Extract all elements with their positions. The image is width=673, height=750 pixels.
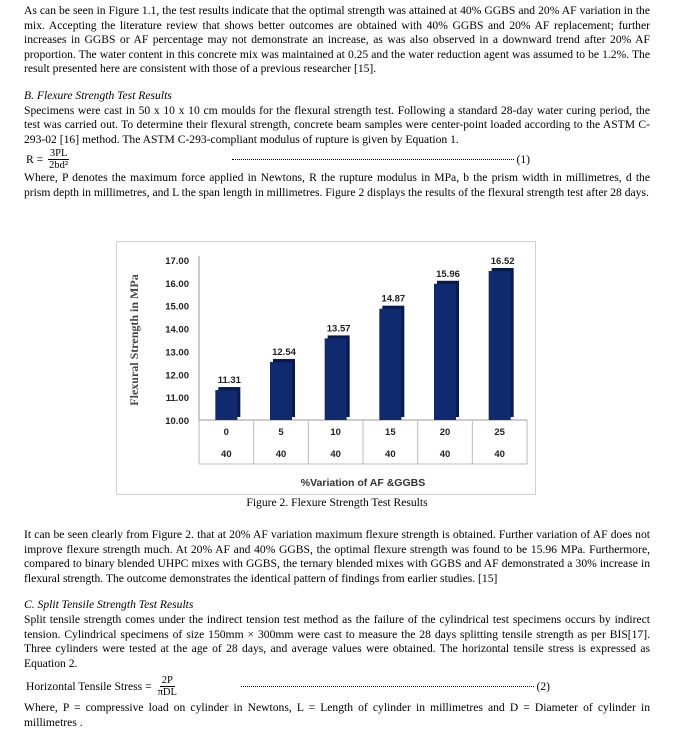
equation-1-number: (1) — [516, 152, 530, 166]
equation-2-lhs: Horizontal Tensile Stress = — [26, 679, 152, 693]
x-tick-label: 25 — [494, 427, 505, 438]
equation-1-denominator: 2bd² — [49, 159, 69, 171]
x-tick-label-row2: 40 — [439, 449, 451, 460]
paper-page — [24, 4, 650, 201]
y-tick-label: 13.00 — [165, 347, 189, 359]
equation-1-fraction — [47, 148, 70, 171]
section-b-paragraph-2: Where, P denotes the maximum force applied in Newtons, R the rupture modulus in MPa, b the prism width in millimetres, d the prism depth in millimetres, and L the span length in millimetres. Figure 2 displays the results of the flexural strength test after 28 days. — [24, 171, 650, 199]
section-c-paragraph: Split tensile strength comes under the indirect tension test method as the failure of the cylindrical test specimens occurs by indirect tension. Cylindrical specimens of size 150mm × 300mm were cast to measure the 28 days splitting tensile strength as per BIS[17]. Three cylinders were tested at the age of 28 days, and average values were obtained. The horizontal tensile stress is expressed as Equation 2. — [24, 612, 650, 670]
bar-value-label: 12.54 — [272, 346, 296, 358]
equation-2-denominator: πDL — [157, 686, 177, 698]
flexural-chart — [116, 241, 536, 495]
y-tick-label: 15.00 — [165, 301, 189, 313]
x-tick-label: 0 — [223, 427, 229, 438]
bar-value-label: 13.57 — [326, 323, 351, 335]
bar-value-label: 15.96 — [436, 268, 460, 280]
equation-1-lhs: R = — [26, 152, 44, 166]
x-tick-label-row2: 40 — [275, 449, 287, 460]
equation-2-numerator: 2P — [161, 674, 173, 686]
y-tick-label: 10.00 — [165, 416, 189, 427]
y-tick-label: 11.00 — [165, 393, 189, 405]
x-tick-label-row2: 40 — [385, 449, 396, 460]
bar — [379, 309, 401, 420]
bar — [270, 362, 292, 420]
equation-2-fraction — [156, 675, 179, 698]
figure-caption: Figure 2. Flexure Strength Test Results — [246, 496, 428, 509]
section-c-paragraph-2: Where, P = compressive load on cylinder in Newtons, L = Length of cylinder in millimetres and D = Diameter of cylinder in millimetres . — [24, 701, 650, 729]
equation-1 — [24, 147, 650, 171]
equation-1-numerator: 3PL — [49, 147, 68, 159]
x-tick-label-row2: 40 — [494, 449, 505, 460]
equation-1-leader — [232, 159, 514, 160]
x-tick-label-row2: 40 — [221, 449, 232, 460]
y-tick-label: 12.00 — [165, 370, 189, 382]
y-tick-label: 17.00 — [165, 256, 189, 267]
equation-2-number: (2) — [536, 679, 550, 693]
bar — [215, 390, 237, 420]
y-tick-label: 14.00 — [165, 324, 189, 336]
equation-2 — [24, 671, 650, 701]
bar — [489, 271, 511, 420]
x-tick-label-row2: 40 — [330, 449, 341, 460]
y-tick-label: 16.00 — [165, 278, 189, 290]
bar-value-label: 14.87 — [381, 293, 406, 305]
bar — [434, 284, 456, 420]
intro-paragraph: As can be seen in Figure 1.1, the test results indicate that the optimal strength was attained at 40% GGBS and 20% AF variation in the mix. Accepting the literature review that shows better outcomes are obtained with 40% GGBS and 20% AF replacement; further increases in GGBS or AF percentage may not demonstrate an increase, as was also observed in a downward trend after 20% AF proportion. The water content in this concrete mix was maintained at 0.25 and the water reduction agent was assumed to be 1.2%. The result presented here are consistent with those of a previous researcher [15]. — [24, 4, 650, 76]
x-tick-label: 20 — [439, 427, 451, 438]
x-axis-label: %Variation of AF &GGBS — [300, 477, 426, 489]
section-c-heading: C. Split Tensile Strength Test Results — [24, 598, 194, 612]
paper-page-lower — [24, 528, 650, 731]
flexural-chart-svg — [117, 242, 535, 494]
x-tick-label: 10 — [330, 427, 341, 438]
bar-value-label: 11.31 — [217, 375, 241, 387]
y-axis-label: Flexural Strength in MPa — [127, 274, 141, 406]
section-b-heading: B. Flexure Strength Test Results — [24, 88, 172, 102]
equation-2-leader — [241, 686, 535, 687]
x-tick-label: 15 — [385, 427, 396, 438]
bar-value-label: 16.52 — [490, 255, 515, 267]
x-tick-label: 5 — [278, 427, 284, 438]
bar — [325, 338, 347, 420]
section-b-paragraph: Specimens were cast in 50 x 10 x 10 cm moulds for the flexural strength test. Following a standard 28-day water curing period, the test was carried out. To determine their flexural strength, concrete beam samples were center-point loaded according to the ASTM C-293-02 [16] method. The ASTM C-293-compliant modulus of rupture is given by Equation 1. — [24, 103, 650, 146]
discussion-paragraph: It can be seen clearly from Figure 2. that at 20% AF variation maximum flexure strength is obtained. Further variation of AF does not improve flexure strength much. At 20% AF and 40% GGBS, the optimal flexure strength was found to be 15.96 MPa. Furthermore, compared to binary blended UHPC mixes with GGBS, the ternary blended mixes with GGBS and AF demonstrated a 30% increase in flexural strength. The outcome demonstrates the identical pattern of findings from earlier studies. [15] — [24, 528, 650, 585]
